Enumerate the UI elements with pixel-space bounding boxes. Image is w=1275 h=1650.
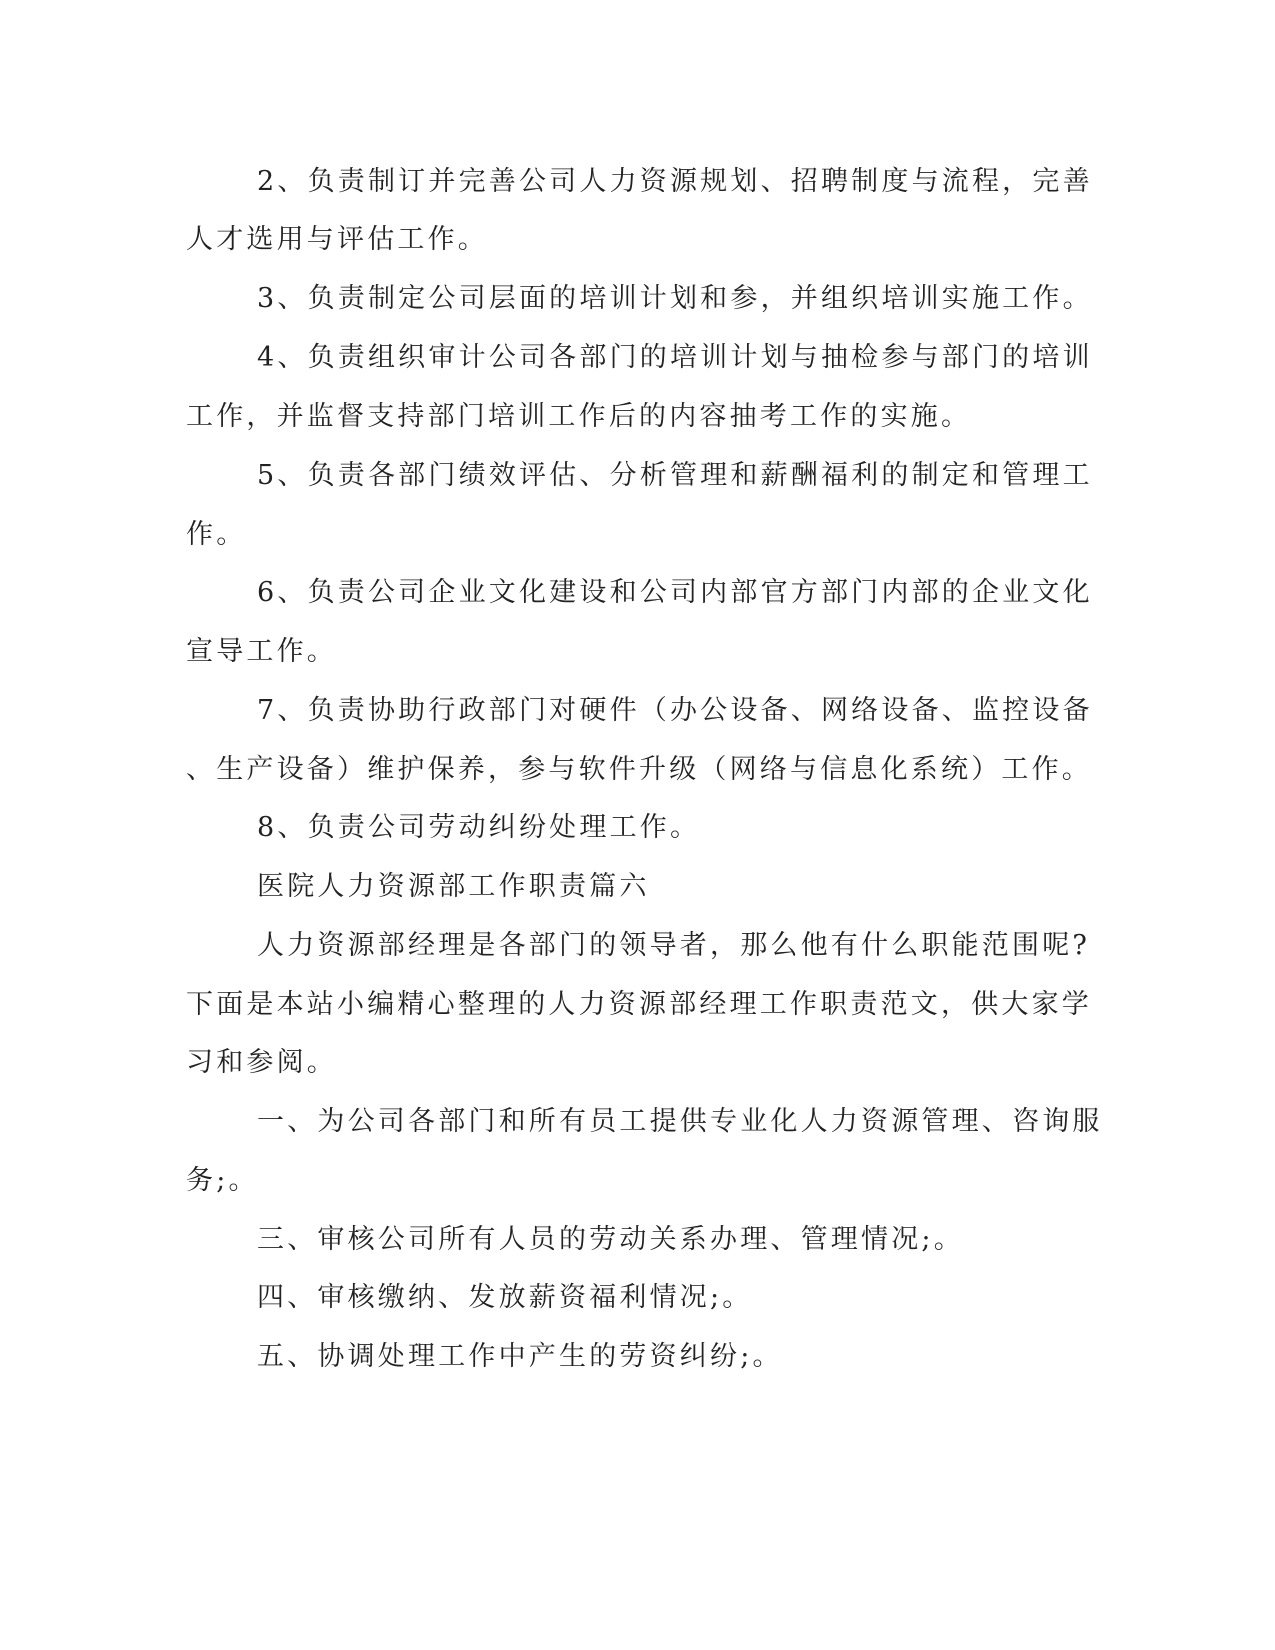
paragraph-line: 、生产设备）维护保养，参与软件升级（网络与信息化系统）工作。: [186, 754, 1092, 785]
paragraph-line: 2、负责制订并完善公司人力资源规划、招聘制度与流程，完善: [257, 166, 1093, 197]
paragraph-line: 习和参阅。: [186, 1047, 337, 1078]
paragraph-line: 四、审核缴纳、发放薪资福利情况;。: [257, 1282, 753, 1313]
paragraph-line: 3、负责制定公司层面的培训计划和参，并组织培训实施工作。: [257, 283, 1093, 314]
paragraph-line: 7、负责协助行政部门对硬件（办公设备、网络设备、监控设备: [257, 695, 1093, 726]
paragraph-line: 务;。: [186, 1165, 259, 1196]
section-heading: 医院人力资源部工作职责篇六: [257, 871, 650, 902]
paragraph-line: 4、负责组织审计公司各部门的培训计划与抽检参与部门的培训: [257, 342, 1093, 373]
paragraph-line: 一、为公司各部门和所有员工提供专业化人力资源管理、咨询服: [257, 1106, 1103, 1137]
paragraph-line: 8、负责公司劳动纠纷处理工作。: [257, 812, 701, 843]
paragraph-line: 5、负责各部门绩效评估、分析管理和薪酬福利的制定和管理工: [257, 460, 1093, 491]
paragraph-line: 工作，并监督支持部门培训工作后的内容抽考工作的实施。: [186, 401, 972, 432]
paragraph-line: 6、负责公司企业文化建设和公司内部官方部门内部的企业文化: [257, 577, 1093, 608]
paragraph-line: 宣导工作。: [186, 636, 337, 667]
paragraph-line: 作。: [186, 519, 247, 550]
paragraph-line: 人力资源部经理是各部门的领导者，那么他有什么职能范围呢?: [257, 930, 1091, 961]
paragraph-line: 三、审核公司所有人员的劳动关系办理、管理情况;。: [257, 1224, 964, 1255]
paragraph-line: 下面是本站小编精心整理的人力资源部经理工作职责范文，供大家学: [186, 989, 1092, 1020]
paragraph-line: 人才选用与评估工作。: [186, 224, 488, 255]
paragraph-line: 五、协调处理工作中产生的劳资纠纷;。: [257, 1341, 783, 1372]
